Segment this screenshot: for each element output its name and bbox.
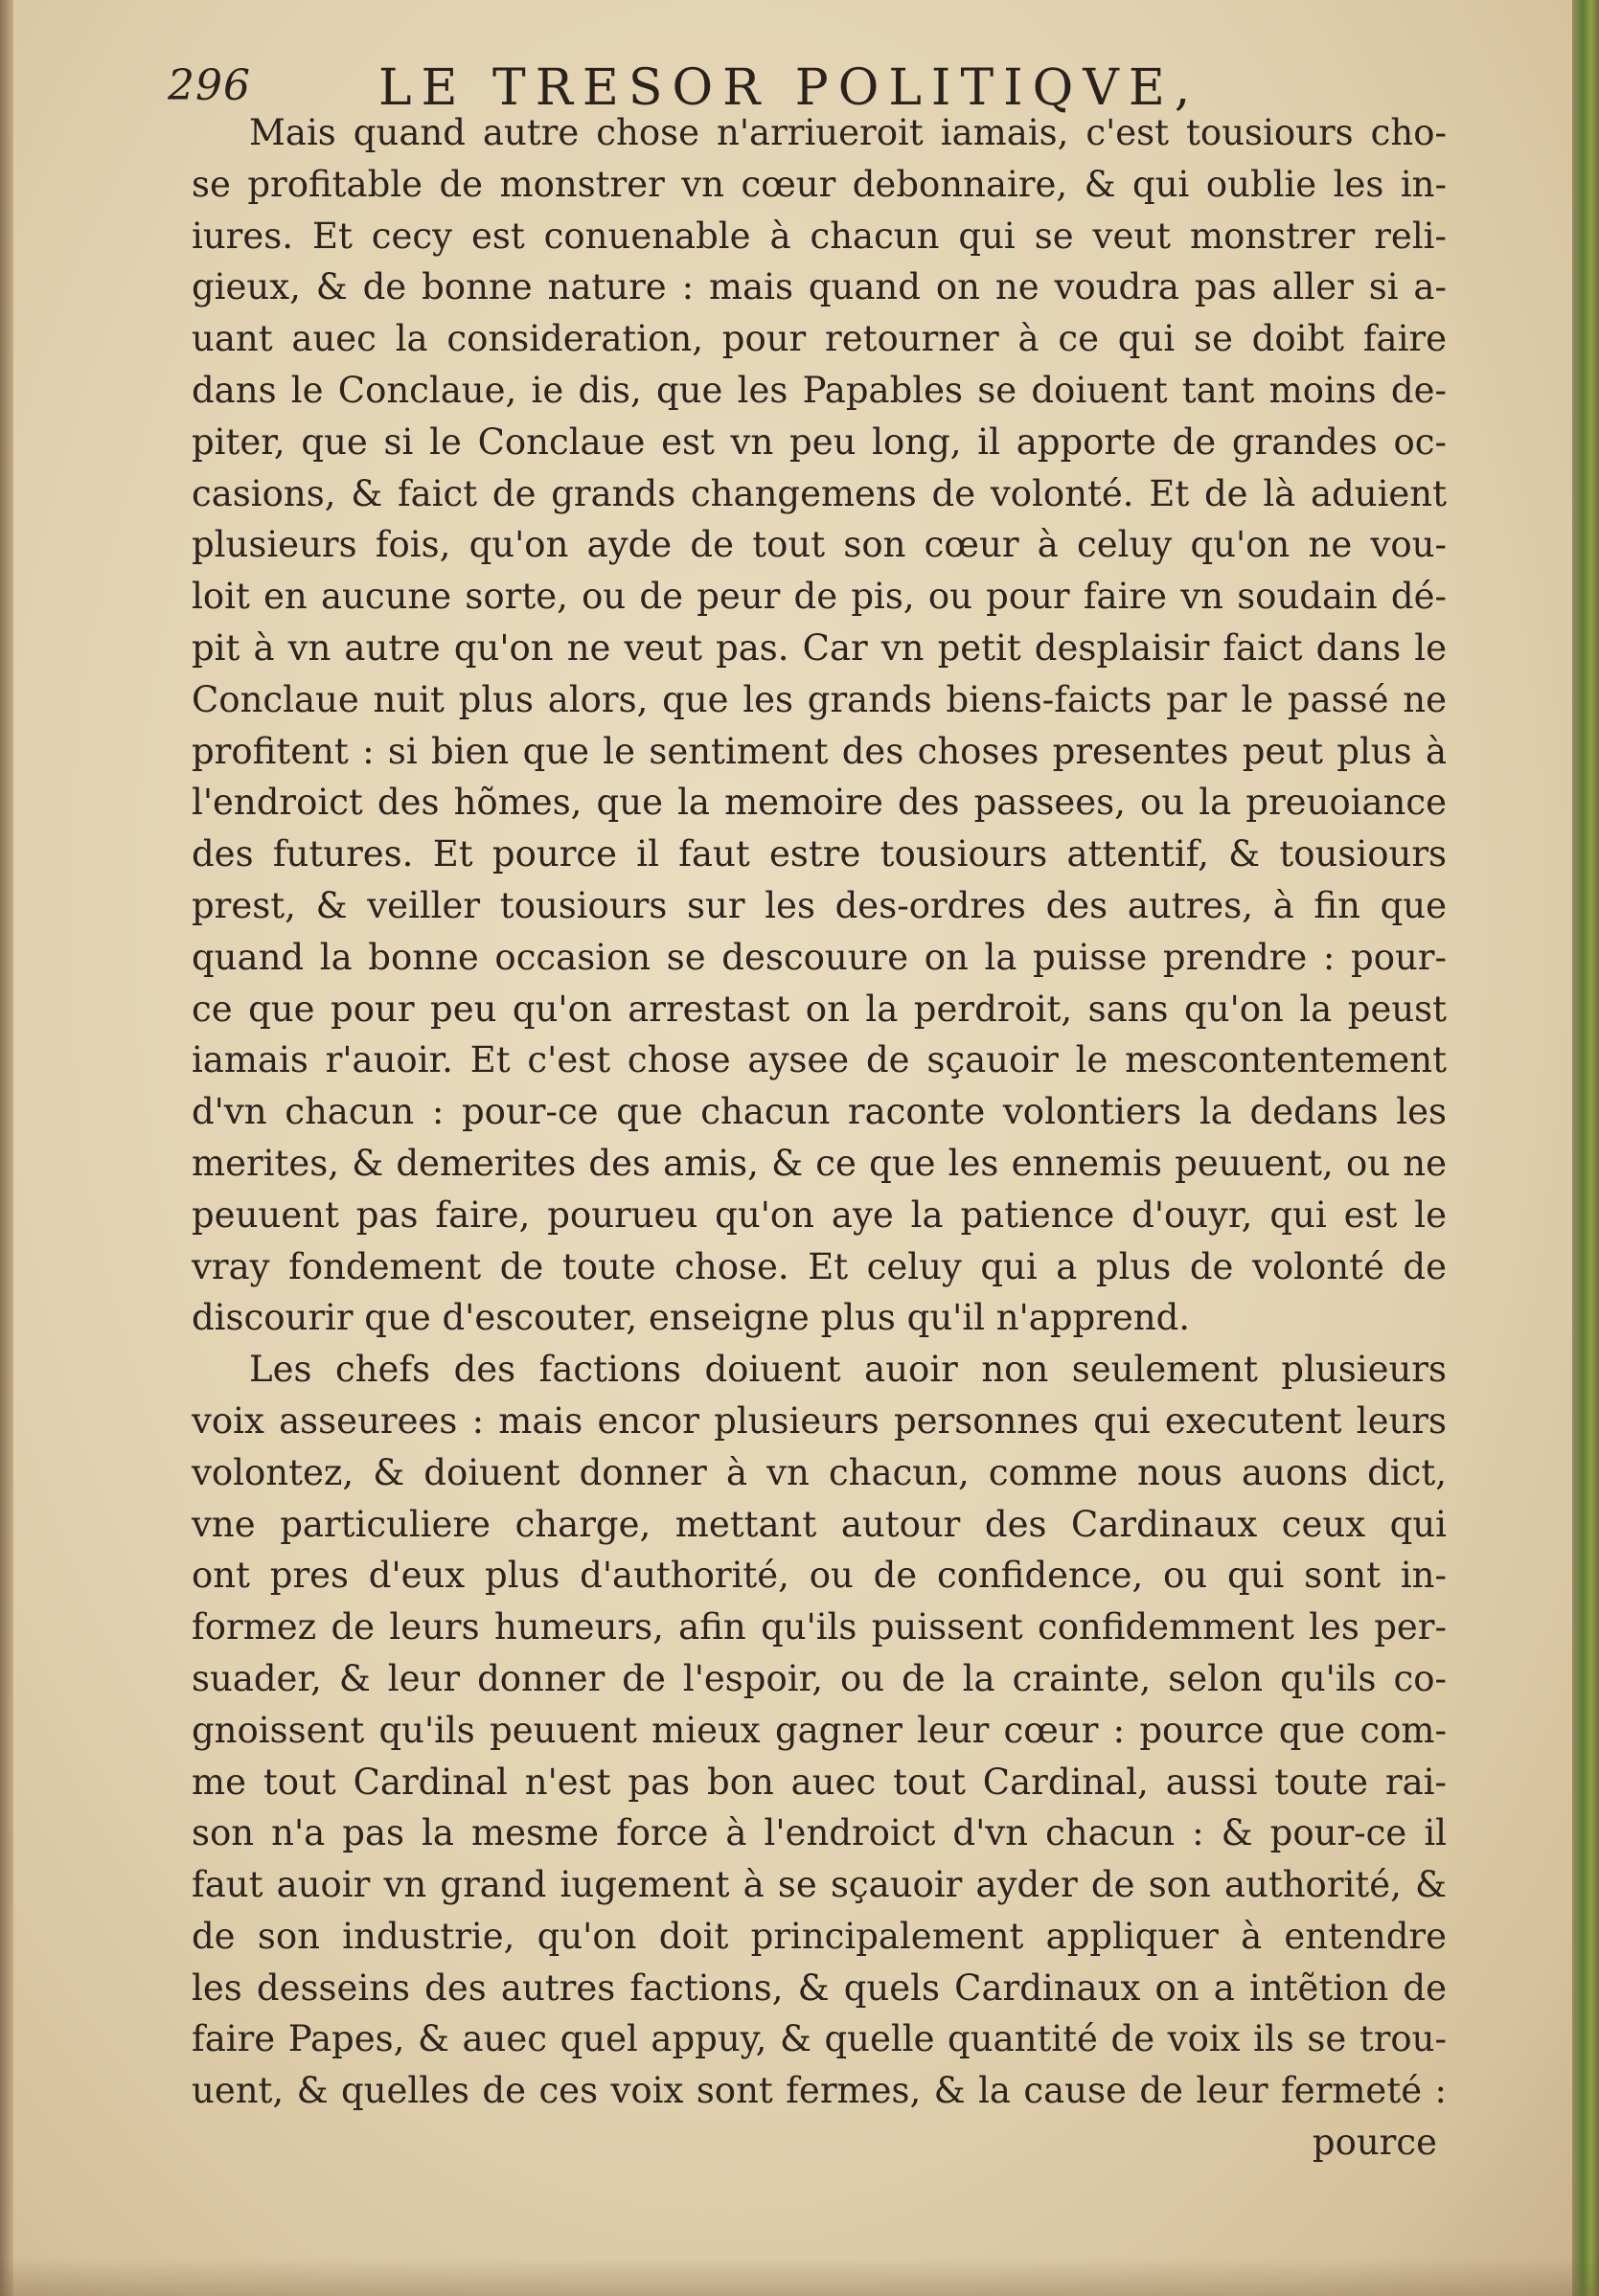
text-line: peuuent pas faire, pourueu qu'on aye la patience d'ouyr, qui est le (192, 1193, 1447, 1236)
text-line: formez de leurs humeurs, afin qu'ils puissent confidemment les per- (192, 1606, 1447, 1648)
text-line: voix asseurees : mais encor plusieurs personnes qui executent leurs (192, 1399, 1447, 1442)
text-line: gnoissent qu'ils peuuent mieux gagner leur cœur : pource que com- (192, 1709, 1447, 1751)
text-line: quand la bonne occasion se descouure on la puisse prendre : pour- (192, 936, 1447, 978)
text-line: pit à vn autre qu'on ne veut pas. Car vn petit desplaisir faict dans le (192, 626, 1447, 669)
text-line: Conclaue nuit plus alors, que les grands biens-faicts par le passé ne (192, 678, 1447, 720)
text-line: uent, & quelles de ces voix sont fermes, & la cause de leur fermeté : (192, 2070, 1447, 2112)
text-line: son n'a pas la mesme force à l'endroict d'vn chacun : & pour-ce il (192, 1812, 1447, 1854)
text-line: me tout Cardinal n'est pas bon auec tout Cardinal, aussi toute rai- (192, 1761, 1447, 1803)
text-line: gieux, & de bonne nature : mais quand on ne voudra pas aller si a- (192, 266, 1447, 308)
text-line: se profitable de monstrer vn cœur debonnaire, & qui oublie les in- (192, 163, 1447, 205)
catchword: pource (1312, 2122, 1437, 2164)
text-line: discourir que d'escouter, enseigne plus qu'il n'apprend. (192, 1297, 1191, 1339)
text-line: Mais quand autre chose n'arriueroit iamais, c'est tousiours cho- (249, 112, 1447, 153)
text-line: iures. Et cecy est conuenable à chacun qui se veut monstrer reli- (192, 215, 1447, 257)
page-edge-cover (1572, 0, 1599, 2296)
text-line: vray fondement de toute chose. Et celuy qui a plus de volonté de (192, 1245, 1447, 1287)
text-line: piter, que si le Conclaue est vn peu long, il apporte de grandes oc- (192, 421, 1447, 463)
text-line: merites, & demerites des amis, & ce que les ennemis peuuent, ou ne (192, 1142, 1447, 1184)
text-line: l'endroict des hõmes, que la memoire des passees, ou la preuoiance (192, 782, 1447, 824)
text-line: prest, & veiller tousiours sur les des-ordres des autres, à fin que (192, 884, 1447, 926)
text-line: ont pres d'eux plus d'authorité, ou de confidence, ou qui sont in- (192, 1555, 1447, 1597)
text-line: iamais r'auoir. Et c'est chose aysee de sçauoir le mescontentement (192, 1039, 1447, 1081)
text-line: des futures. Et pource il faut estre tousiours attentif, & tousiours (192, 833, 1447, 875)
paragraph-2 (192, 1344, 1447, 2117)
text-line: suader, & leur donner de l'espoir, ou de la crainte, selon qu'ils co- (192, 1657, 1447, 1699)
running-title: LE TRESOR POLITIQVE, (378, 59, 1200, 117)
text-line: les desseins des autres factions, & quels Cardinaux on a intẽtion de (192, 1966, 1447, 2009)
text-line: d'vn chacun : pour-ce que chacun raconte volontiers la dedans les (192, 1091, 1447, 1133)
paragraph-1 (192, 107, 1447, 1344)
page-gutter-shadow (0, 0, 13, 2296)
text-line: ce que pour peu qu'on arrestast on la perdroit, sans qu'on la peust (192, 988, 1447, 1030)
text-line: uant auec la consideration, pour retourner à ce qui se doibt faire (192, 318, 1447, 360)
text-line: de son industrie, qu'on doit principalement appliquer à entendre (192, 1915, 1447, 1957)
text-line: faire Papes, & auec quel appuy, & quelle quantité de voix ils se trou- (192, 2018, 1447, 2060)
text-line: loit en aucune sorte, ou de peur de pis, ou pour faire vn soudain dé- (192, 576, 1447, 618)
page-number: 296 (168, 61, 251, 110)
body-text (192, 107, 1447, 2169)
text-line: faut auoir vn grand iugement à se sçauoir ayder de son authorité, & (192, 1864, 1447, 1906)
text-line: dans le Conclaue, ie dis, que les Papables se doiuent tant moins de- (192, 369, 1447, 411)
text-line: profitent : si bien que le sentiment des choses presentes peut plus à (192, 730, 1447, 772)
page-bottom-shade (0, 2258, 1599, 2296)
text-line: vne particuliere charge, mettant autour des Cardinaux ceux qui (192, 1503, 1447, 1545)
text-line: casions, & faict de grands changemens de volonté. Et de là aduient (192, 472, 1447, 514)
text-line: plusieurs fois, qu'on ayde de tout son cœur à celuy qu'on ne vou- (192, 524, 1447, 566)
text-line: volontez, & doiuent donner à vn chacun, comme nous auons dict, (192, 1451, 1447, 1493)
text-line: Les chefs des factions doiuent auoir non seulement plusieurs (249, 1349, 1447, 1391)
